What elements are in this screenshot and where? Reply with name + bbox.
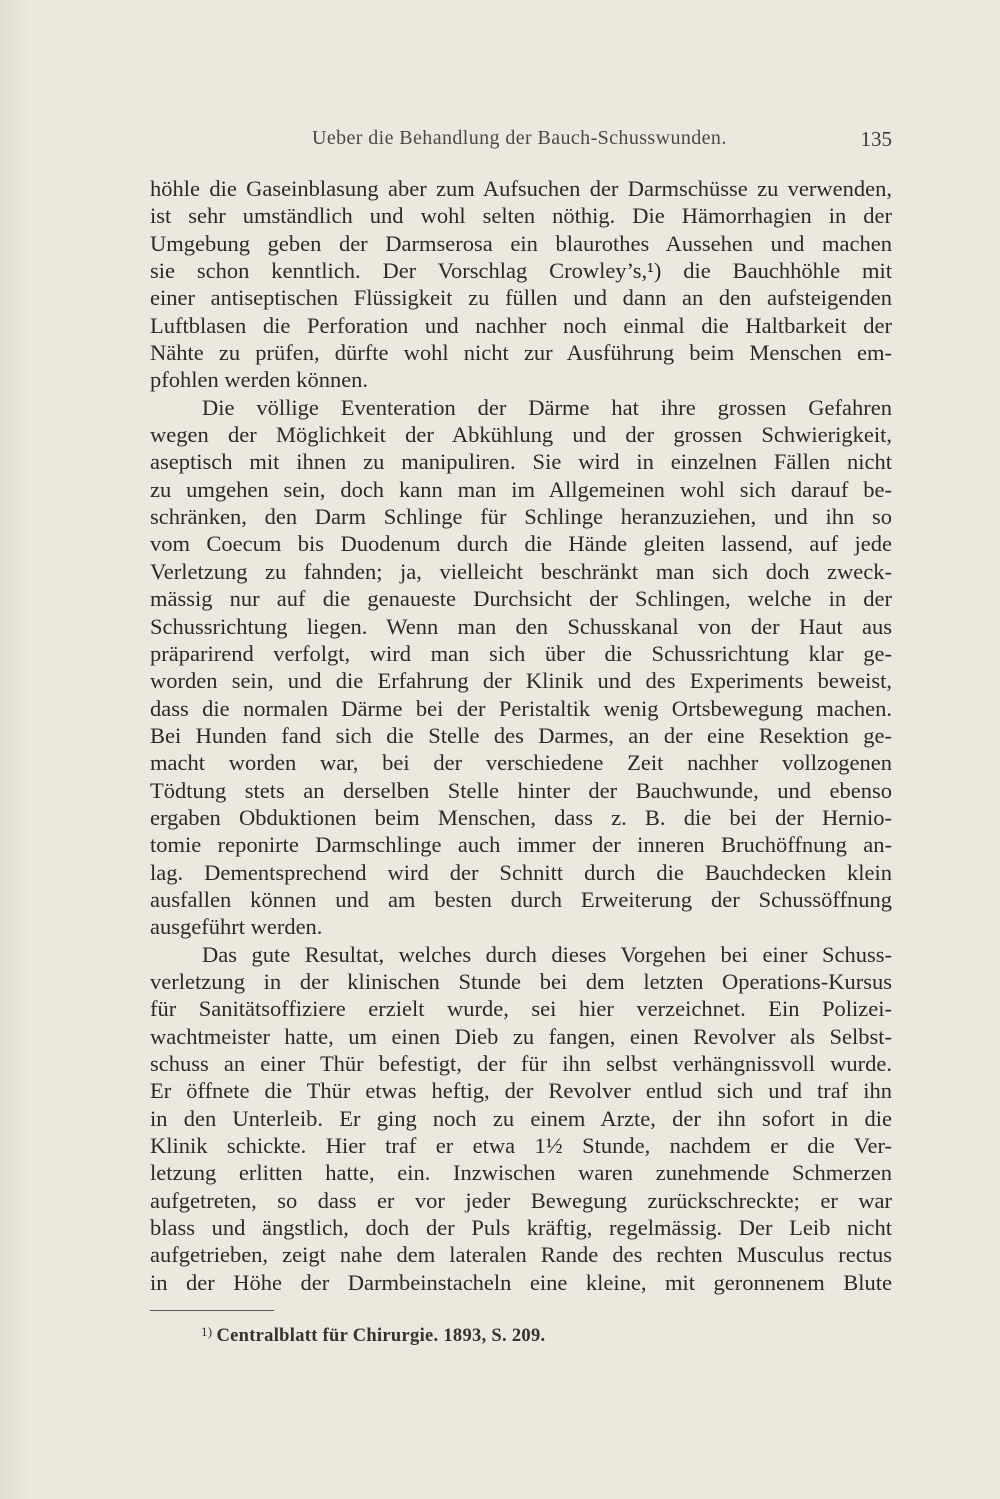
text-line: höhle die Gaseinblasung aber zum Aufsuchen der Darmschüsse zu verwenden, [150, 176, 892, 201]
footnote-marker: 1) [201, 1324, 213, 1339]
text-line: einer antiseptischen Flüssigkeit zu füllen und dann an den aufsteigenden [150, 285, 892, 311]
text-line: letzung erlitten hatte, ein. Inzwischen waren zunehmende Schmerzen [150, 1160, 892, 1186]
text-line: Bei Hunden fand sich die Stelle des Darmes, an der eine Resektion ge- [150, 722, 892, 748]
text-line: mässig nur auf die genaueste Durchsicht der Schlingen, welche in der [150, 586, 892, 612]
paragraph-start-line: Die völlige Eventeration der Därme hat ihre grossen Gefahren [202, 394, 892, 420]
text-line: aufgetreten, so dass er vor jeder Bewegung zurückschreckte; er war [150, 1187, 892, 1213]
text-line: Schussrichtung liegen. Wenn man den Schusskanal von der Haut aus [150, 613, 892, 639]
text-line: Tödtung stets an derselben Stelle hinter der Bauchwunde, und ebenso [150, 777, 892, 803]
text-line: Klinik schickte. Hier traf er etwa 1½ Stunde, nachdem er die Ver- [150, 1133, 892, 1159]
text-line: pfohlen werden können. [150, 367, 369, 393]
text-line: Nähte zu prüfen, dürfte wohl nicht zur Ausführung beim Menschen em- [150, 340, 892, 366]
text-line: blass und ängstlich, doch der Puls kräftig, regelmässig. Der Leib nicht [150, 1215, 892, 1241]
text-line: präparirend verfolgt, wird man sich über die Schussrichtung klar ge- [150, 640, 892, 666]
page-edge-shadow [0, 0, 30, 1499]
running-title: Ueber die Behandlung der Bauch-Schusswunden. [312, 127, 727, 149]
text-line: lag. Dementsprechend wird der Schnitt durch die Bauchdecken klein [150, 859, 892, 885]
text-line: worden sein, und die Erfahrung der Klinik und des Experiments beweist, [150, 668, 892, 694]
text-line: wachtmeister hatte, um einen Dieb zu fangen, einen Revolver als Selbst- [150, 1023, 892, 1049]
body-text [150, 175, 892, 1296]
text-line: in der Höhe der Darmbeinstacheln eine kleine, mit geronnenem Blute [150, 1269, 892, 1295]
text-line: Er öffnete die Thür etwas heftig, der Revolver entlud sich und traf ihn [150, 1078, 892, 1104]
footnote [201, 1324, 545, 1347]
page-number: 135 [860, 127, 892, 151]
paragraph-start-line: Das gute Resultat, welches durch dieses Vorgehen bei einer Schuss- [202, 941, 892, 967]
text-line: vom Coecum bis Duodenum durch die Hände gleiten lassend, auf jede [150, 531, 892, 557]
running-head [150, 127, 892, 157]
text-line: schränken, den Darm Schlinge für Schlinge heranzuziehen, und ihn so [150, 504, 892, 530]
text-line: wegen der Möglichkeit der Abkühlung und der grossen Schwierigkeit, [150, 422, 892, 448]
text-line: macht worden war, bei der verschiedene Zeit nachher vollzogenen [150, 750, 892, 776]
text-line: Luftblasen die Perforation und nachher noch einmal die Haltbarkeit der [150, 312, 892, 338]
text-line: ausgeführt werden. [150, 914, 323, 940]
footnote-text: Centralblatt für Chirurgie. 1893, S. 209. [216, 1326, 546, 1346]
text-line: ausfallen können und am besten durch Erweiterung der Schussöffnung [150, 886, 892, 912]
text-line: in den Unterleib. Er ging noch zu einem Arzte, der ihn sofort in die [150, 1105, 892, 1131]
footnote-divider [150, 1310, 274, 1311]
text-line: ergaben Obduktionen beim Menschen, dass z. B. die bei der Hernio- [150, 804, 892, 830]
text-line: tomie reponirte Darmschlinge auch immer der inneren Bruchöffnung an- [150, 832, 892, 858]
text-line: Umgebung geben der Darmserosa ein blaurothes Aussehen und machen [150, 230, 892, 256]
text-line: für Sanitätsoffiziere erzielt wurde, sei hier verzeichnet. Ein Polizei- [150, 996, 892, 1022]
text-line: dass die normalen Därme bei der Peristaltik wenig Ortsbewegung machen. [150, 695, 892, 721]
text-line: Verletzung zu fahnden; ja, vielleicht beschränkt man sich doch zweck- [150, 558, 892, 584]
text-line: aufgetrieben, zeigt nahe dem lateralen Rande des rechten Musculus rectus [150, 1242, 892, 1268]
text-line: sie schon kenntlich. Der Vorschlag Crowley’s,¹) die Bauchhöhle mit [150, 258, 892, 284]
text-line: zu umgehen sein, doch kann man im Allgemeinen wohl sich darauf be- [150, 476, 892, 502]
text-line: schuss an einer Thür befestigt, der für ihn selbst verhängnissvoll wurde. [150, 1051, 892, 1076]
text-line: ist sehr umständlich und wohl selten nöthig. Die Hämorrhagien in der [150, 203, 892, 229]
text-line: verletzung in der klinischen Stunde bei dem letzten Operations-Kursus [150, 968, 892, 994]
text-line: aseptisch mit ihnen zu manipuliren. Sie wird in einzelnen Fällen nicht [150, 449, 892, 475]
